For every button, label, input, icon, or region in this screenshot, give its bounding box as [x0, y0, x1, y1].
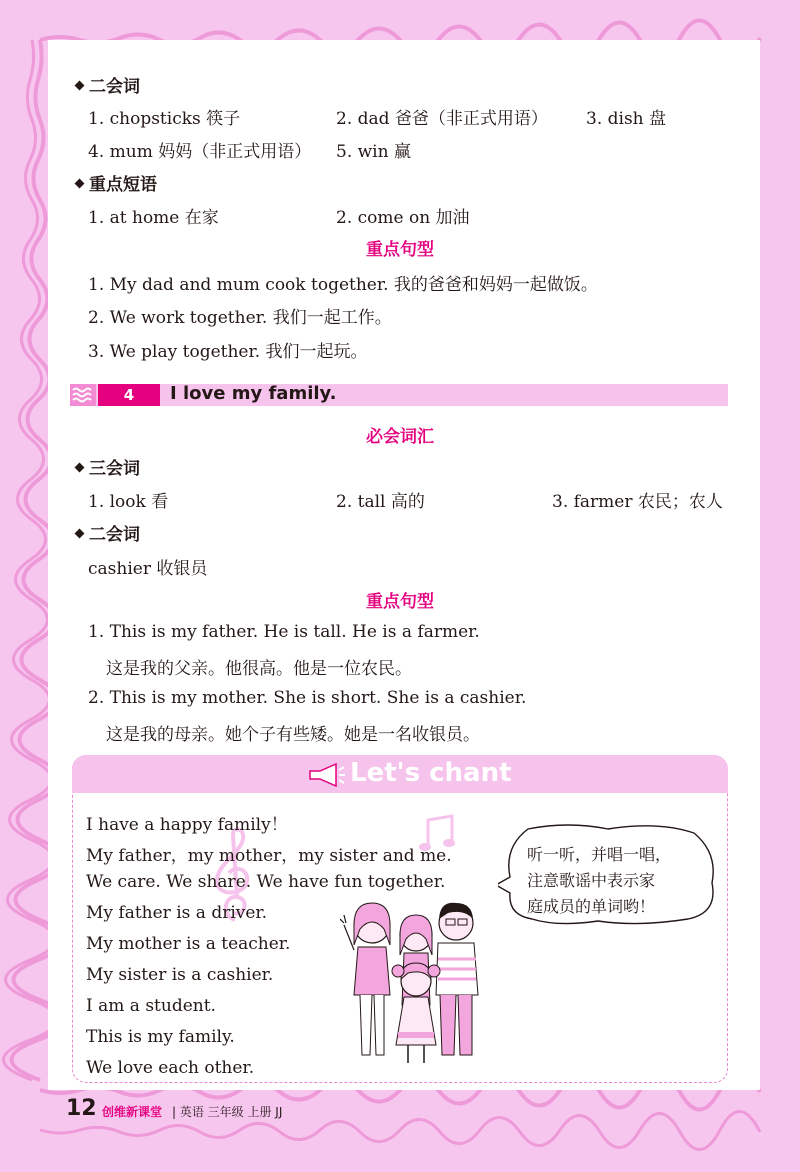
phrase-item: 1. at home 在家: [88, 208, 219, 228]
word-item: 2. dad 爸爸（非正式用语）: [336, 109, 548, 129]
sentence-item: 1. My dad and mum cook together. 我的爸爸和妈妈一起做饭。: [88, 275, 598, 295]
chant-line: My father is a driver.: [86, 903, 268, 923]
word-item: 1. chopsticks 筷子: [88, 109, 241, 129]
sentence-en: 1. This is my father. He is tall. He is a farmer.: [88, 622, 480, 642]
word-item: 3. dish 盘: [586, 109, 667, 129]
bubble-text-line: 庭成员的单词哟！: [527, 897, 656, 916]
chant-line: My father，my mother，my sister and me.: [86, 846, 452, 866]
section-heading-three-level-words: 三会词: [76, 454, 140, 479]
word-item: 5. win 赢: [336, 142, 411, 162]
brand-name: 创维新课堂: [102, 1105, 163, 1119]
diamond-bullet-icon: [75, 462, 85, 472]
key-sentences-title: 重点句型: [366, 240, 434, 260]
diamond-bullet-icon: [75, 178, 85, 188]
word-item: cashier 收银员: [88, 559, 208, 579]
family-illustration: [340, 895, 485, 1070]
page-number: 12: [66, 1096, 97, 1121]
key-sentences-title-2: 重点句型: [366, 592, 434, 612]
book-info: | 英语 三年级 上册 JJ: [172, 1105, 283, 1119]
unit-number: 4: [98, 384, 160, 406]
word-item: 2. tall 高的: [336, 492, 425, 512]
chant-line: We love each other.: [86, 1058, 255, 1078]
sentence-cn: 这是我的父亲。他很高。他是一位农民。: [106, 659, 412, 679]
phrase-item: 2. come on 加油: [336, 208, 470, 228]
sentence-item: 2. We work together. 我们一起工作。: [88, 308, 392, 328]
diamond-bullet-icon: [75, 528, 85, 538]
chant-line: This is my family.: [86, 1027, 235, 1047]
unit-title: I love my family.: [170, 383, 337, 404]
chant-line: I am a student.: [86, 996, 216, 1016]
sentence-en: 2. This is my mother. She is short. She is a cashier.: [88, 688, 527, 708]
word-item: 1. look 看: [88, 492, 169, 512]
required-vocab-title: 必会词汇: [366, 427, 434, 447]
sentence-cn: 这是我的母亲。她个子有些矮。她是一名收银员。: [106, 725, 480, 745]
chant-line: My mother is a teacher.: [86, 934, 291, 954]
sentence-item: 3. We play together. 我们一起玩。: [88, 342, 368, 362]
word-item: 4. mum 妈妈（非正式用语）: [88, 142, 312, 162]
section-heading-key-phrases: 重点短语: [76, 170, 157, 195]
word-item: 3. farmer 农民；农人: [552, 492, 723, 512]
megaphone-icon: [306, 762, 346, 788]
chant-line: We care. We share. We have fun together.: [86, 872, 446, 892]
chant-line: My sister is a cashier.: [86, 965, 274, 985]
section-heading-two-level-words: 二会词: [76, 72, 140, 97]
chant-line: I have a happy family！: [86, 815, 288, 835]
wave-lines-icon: [70, 384, 96, 406]
unit-header-bar: [70, 384, 728, 406]
bubble-text-line: 听一听，并唱一唱，: [527, 845, 672, 864]
section-heading-two-level-words-2: 二会词: [76, 520, 140, 545]
diamond-bullet-icon: [75, 80, 85, 90]
bubble-text-line: 注意歌谣中表示家: [527, 871, 656, 890]
chant-title: Let's chant: [350, 758, 512, 788]
